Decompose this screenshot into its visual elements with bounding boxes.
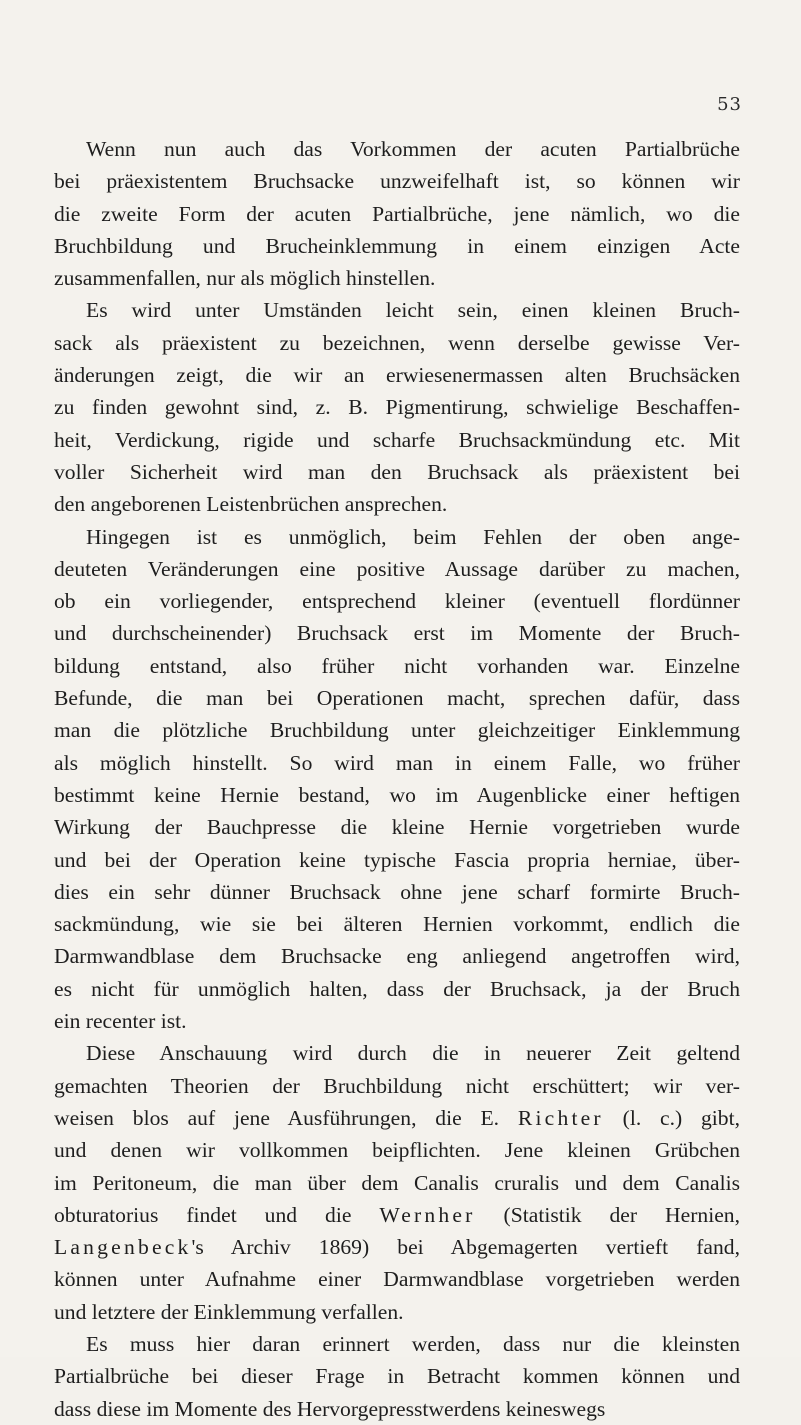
text-line: weisen blos auf jene Ausführungen, die E. Richter (l. c.) gibt,	[54, 1105, 740, 1130]
text-line: deuteten Veränderungen eine positive Aussage darüber zu machen,	[54, 556, 740, 581]
text-line: sackmündung, wie sie bei älteren Hernien vorkommt, endlich die	[54, 912, 740, 937]
paragraph	[54, 521, 740, 1038]
text-line: und durchscheinender) Bruchsack erst im Momente der Bruch-	[54, 621, 740, 646]
text-line: die zweite Form der acuten Partialbrüche, jene nämlich, wo die	[54, 201, 740, 226]
text-line: und letztere der Einklemmung verfallen.	[54, 1299, 404, 1324]
text-line: sack als präexistent zu bezeichnen, wenn derselbe gewisse Ver-	[54, 330, 740, 355]
text-line: obturatorius findet und die Wernher (Statistik der Hernien,	[54, 1202, 740, 1227]
author-name: Wernher	[379, 1202, 476, 1227]
text-line: Langenbeck's Archiv 1869) bei Abgemagerten vertieft fand,	[54, 1235, 740, 1260]
paragraph	[54, 294, 740, 520]
text-line: Hingegen ist es unmöglich, beim Fehlen der oben ange-	[86, 524, 740, 549]
text-line: und bei der Operation keine typische Fascia propria herniae, über-	[54, 847, 740, 872]
text-line: dies ein sehr dünner Bruchsack ohne jene scharf formirte Bruch-	[54, 879, 740, 904]
text-line: ein recenter ist.	[54, 1009, 187, 1034]
text-line: Partialbrüche bei dieser Frage in Betracht kommen können und	[54, 1364, 740, 1389]
text-line: zusammenfallen, nur als möglich hinstellen.	[54, 266, 436, 291]
text-line: änderungen zeigt, die wir an erwiesenermassen alten Bruchsäcken	[54, 363, 740, 388]
paragraph	[54, 133, 740, 294]
text-line: bildung entstand, also früher nicht vorhanden war. Einzelne	[54, 653, 740, 678]
text-line: Darmwandblase dem Bruchsacke eng anliegend angetroffen wird,	[54, 944, 740, 969]
paragraph	[54, 1328, 740, 1425]
text-line: Diese Anschauung wird durch die in neuerer Zeit geltend	[86, 1041, 740, 1066]
author-name: Langenbeck	[54, 1235, 192, 1260]
text-line: im Peritoneum, die man über dem Canalis cruralis und dem Canalis	[54, 1170, 740, 1195]
text-line: Befunde, die man bei Operationen macht, sprechen dafür, dass	[54, 686, 740, 711]
text-line: es nicht für unmöglich halten, dass der Bruchsack, ja der Bruch	[54, 976, 740, 1001]
text-line: gemachten Theorien der Bruchbildung nicht erschüttert; wir ver-	[54, 1073, 740, 1098]
text-line: den angeborenen Leistenbrüchen ansprechen.	[54, 492, 448, 517]
text-line: zu finden gewohnt sind, z. B. Pigmentirung, schwielige Beschaffen-	[54, 395, 740, 420]
text-line: Bruchbildung und Brucheinklemmung in einem einzigen Acte	[54, 233, 740, 258]
text-line: bei präexistentem Bruchsacke unzweifelhaft ist, so können wir	[54, 169, 740, 194]
text-line: voller Sicherheit wird man den Bruchsack als präexistent bei	[54, 459, 740, 484]
text-line: und denen wir vollkommen beipflichten. Jene kleinen Grübchen	[54, 1138, 740, 1163]
paragraph	[54, 1037, 740, 1328]
text-line: Wirkung der Bauchpresse die kleine Hernie vorgetrieben wurde	[54, 815, 740, 840]
text-line: Es wird unter Umständen leicht sein, einen kleinen Bruch-	[86, 298, 740, 323]
text-line: Wenn nun auch das Vorkommen der acuten Partialbrüche	[86, 137, 740, 161]
text-line: können unter Aufnahme einer Darmwandblase vorgetrieben werden	[54, 1267, 740, 1292]
text-line: dass diese im Momente des Hervorgepresstwerdens keineswegs	[54, 1396, 606, 1421]
page-number: 53	[717, 94, 742, 115]
text-line: bestimmt keine Hernie bestand, wo im Augenblicke einer heftigen	[54, 782, 740, 807]
text-line: Es muss hier daran erinnert werden, dass nur die kleinsten	[86, 1331, 740, 1356]
body-text	[54, 133, 740, 1425]
text-line: als möglich hinstellt. So wird man in einem Falle, wo früher	[54, 750, 740, 775]
text-line: man die plötzliche Bruchbildung unter gleichzeitiger Einklemmung	[54, 718, 740, 743]
text-line: heit, Verdickung, rigide und scharfe Bruchsackmündung etc. Mit	[54, 427, 740, 452]
text-line: ob ein vorliegender, entsprechend kleiner (eventuell flordünner	[54, 589, 740, 614]
author-name: Richter	[517, 1105, 604, 1130]
